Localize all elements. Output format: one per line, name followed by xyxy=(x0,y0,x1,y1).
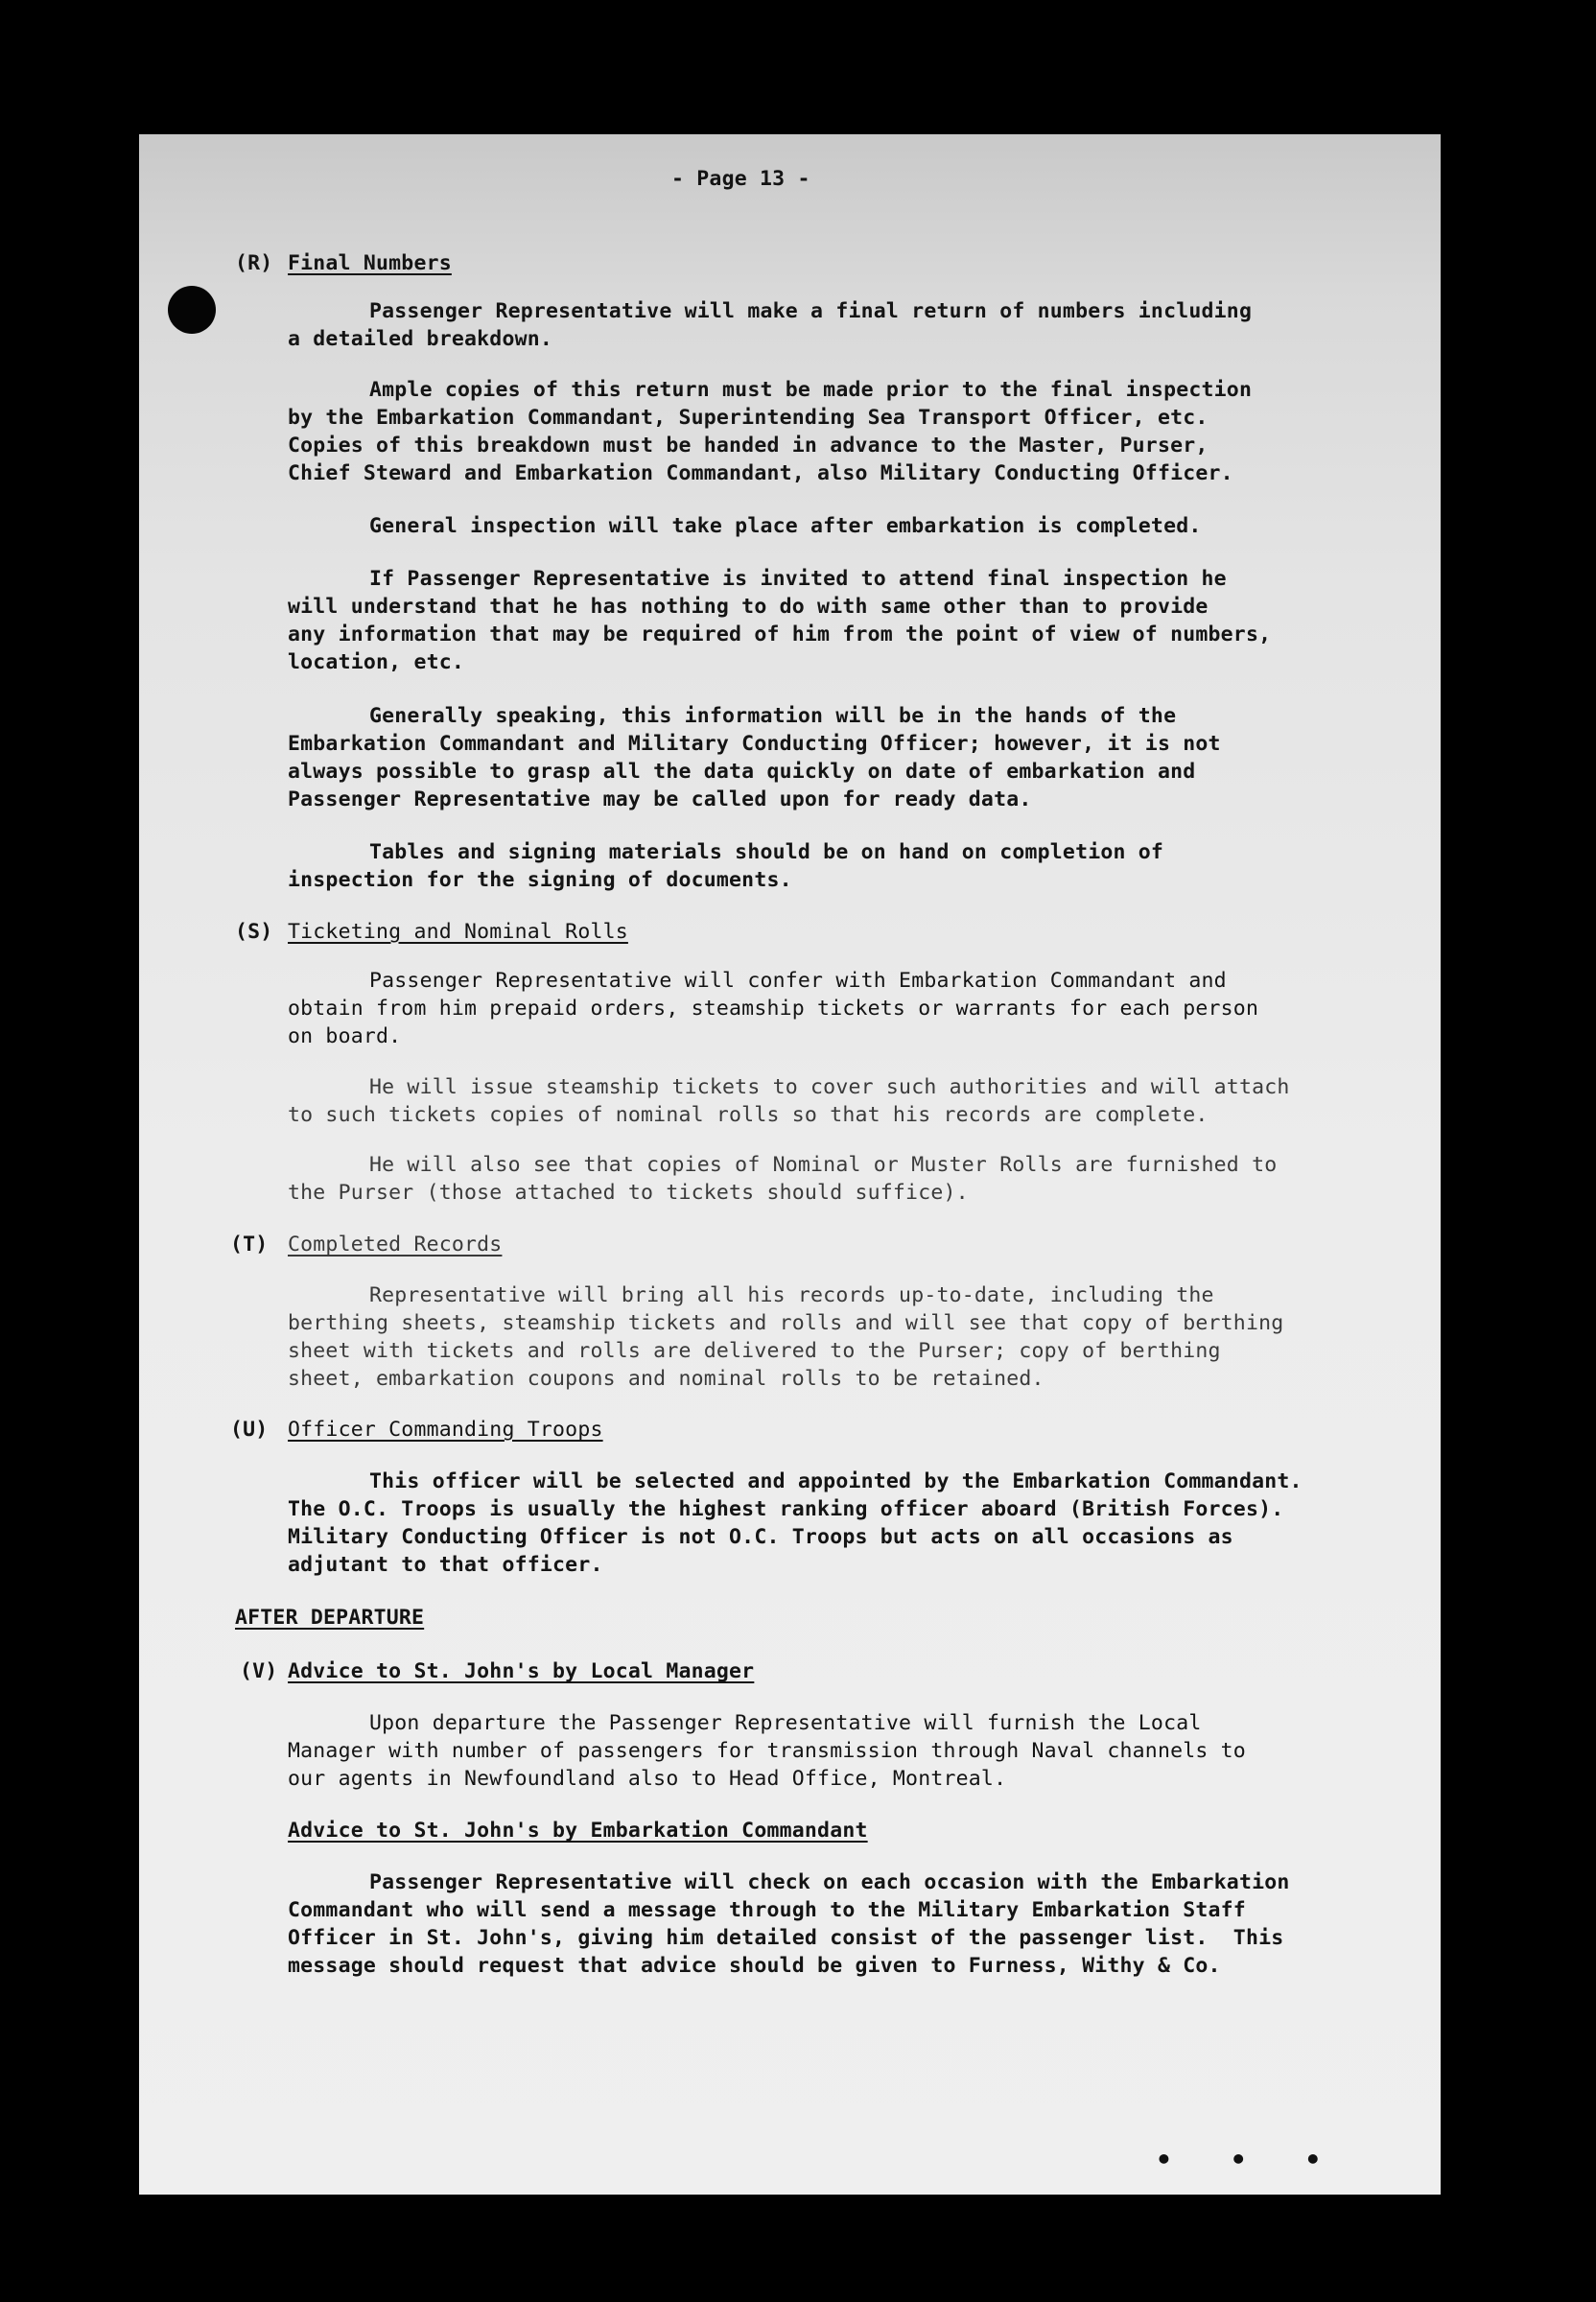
v-p1-line3: our agents in Newfoundland also to Head Office, Montreal. xyxy=(288,1767,1007,1791)
u-p1-line3: Military Conducting Officer is not O.C. Troops but acts on all occasions as xyxy=(288,1525,1233,1549)
section-s-heading: Ticketing and Nominal Rolls xyxy=(288,920,628,944)
t-p1-line2: berthing sheets, steamship tickets and rolls and will see that copy of berthing xyxy=(288,1311,1284,1335)
s-p3-line1: He will also see that copies of Nominal or Muster Rolls are furnished to xyxy=(369,1153,1278,1177)
r-p4-line3: any information that may be required of him from the point of view of numbers, xyxy=(288,622,1272,646)
s-p2-line1: He will issue steamship tickets to cover such authorities and will attach xyxy=(369,1075,1290,1099)
section-r-heading: Final Numbers xyxy=(288,251,452,275)
r-p4-line2: will understand that he has nothing to do with same other than to provide xyxy=(288,595,1209,619)
r-p2-line3: Copies of this breakdown must be handed in advance to the Master, Purser, xyxy=(288,434,1209,458)
v-p1-line1: Upon departure the Passenger Representative will furnish the Local xyxy=(369,1711,1202,1735)
t-p1-line4: sheet, embarkation coupons and nominal rolls to be retained. xyxy=(288,1367,1044,1391)
after-departure-heading: AFTER DEPARTURE xyxy=(235,1606,425,1630)
page-number: - Page 13 - xyxy=(671,167,810,191)
section-v-heading: Advice to St. John's by Local Manager xyxy=(288,1659,755,1683)
section-v-marker: (V) xyxy=(240,1659,278,1683)
r-p2-line1: Ample copies of this return must be made prior to the final inspection xyxy=(369,378,1253,402)
section-r-marker: (R) xyxy=(235,251,273,275)
u-p1-line1: This officer will be selected and appointed by the Embarkation Commandant. xyxy=(369,1469,1303,1493)
v-p1-line2: Manager with number of passengers for transmission through Naval channels to xyxy=(288,1739,1246,1763)
t-p1-line3: sheet with tickets and rolls are delivered to the Purser; copy of berthing xyxy=(288,1339,1221,1363)
r-p4-line1: If Passenger Representative is invited to attend final inspection he xyxy=(369,567,1227,591)
r-p1-line1: Passenger Representative will make a final return of numbers including xyxy=(369,299,1253,323)
section-w-heading: Advice to St. John's by Embarkation Commandant xyxy=(288,1819,868,1843)
section-t-marker: (T) xyxy=(230,1233,269,1257)
u-p1-line2: The O.C. Troops is usually the highest ranking officer aboard (British Forces). xyxy=(288,1497,1284,1521)
r-p3-line1: General inspection will take place after embarkation is completed. xyxy=(369,514,1202,538)
s-p2-line2: to such tickets copies of nominal rolls so that his records are complete. xyxy=(288,1103,1209,1127)
section-u-heading: Officer Commanding Troops xyxy=(288,1418,603,1442)
s-p1-line1: Passenger Representative will confer with Embarkation Commandant and xyxy=(369,969,1227,993)
r-p5-line1: Generally speaking, this information will be in the hands of the xyxy=(369,704,1177,728)
r-p1-line2: a detailed breakdown. xyxy=(288,327,553,351)
r-p2-line2: by the Embarkation Commandant, Superintending Sea Transport Officer, etc. xyxy=(288,406,1209,430)
s-p1-line2: obtain from him prepaid orders, steamship tickets or warrants for each person xyxy=(288,997,1259,1021)
w-p1-line4: message should request that advice should be given to Furness, Withy & Co. xyxy=(288,1954,1221,1978)
w-p1-line2: Commandant who will send a message through to the Military Embarkation Staff xyxy=(288,1898,1246,1922)
s-p3-line2: the Purser (those attached to tickets should suffice). xyxy=(288,1181,969,1205)
r-p5-line4: Passenger Representative may be called upon for ready data. xyxy=(288,787,1032,811)
r-p5-line2: Embarkation Commandant and Military Conducting Officer; however, it is not xyxy=(288,732,1221,756)
s-p1-line3: on board. xyxy=(288,1024,402,1048)
u-p1-line4: adjutant to that officer. xyxy=(288,1553,603,1577)
document-page xyxy=(139,134,1441,2195)
r-p4-line4: location, etc. xyxy=(288,650,465,674)
w-p1-line3: Officer in St. John's, giving him detailed consist of the passenger list. This xyxy=(288,1926,1284,1950)
r-p6-line1: Tables and signing materials should be on hand on completion of xyxy=(369,840,1164,864)
continuation-dots: • • • xyxy=(1156,2144,1343,2175)
t-p1-line1: Representative will bring all his records up-to-date, including the xyxy=(369,1283,1214,1307)
punch-hole xyxy=(168,286,216,334)
r-p6-line2: inspection for the signing of documents. xyxy=(288,868,792,892)
section-u-marker: (U) xyxy=(230,1418,269,1442)
w-p1-line1: Passenger Representative will check on each occasion with the Embarkation xyxy=(369,1870,1290,1894)
section-s-marker: (S) xyxy=(235,920,273,944)
r-p5-line3: always possible to grasp all the data quickly on date of embarkation and xyxy=(288,760,1196,784)
section-t-heading: Completed Records xyxy=(288,1233,503,1257)
r-p2-line4: Chief Steward and Embarkation Commandant, also Military Conducting Officer. xyxy=(288,461,1233,485)
